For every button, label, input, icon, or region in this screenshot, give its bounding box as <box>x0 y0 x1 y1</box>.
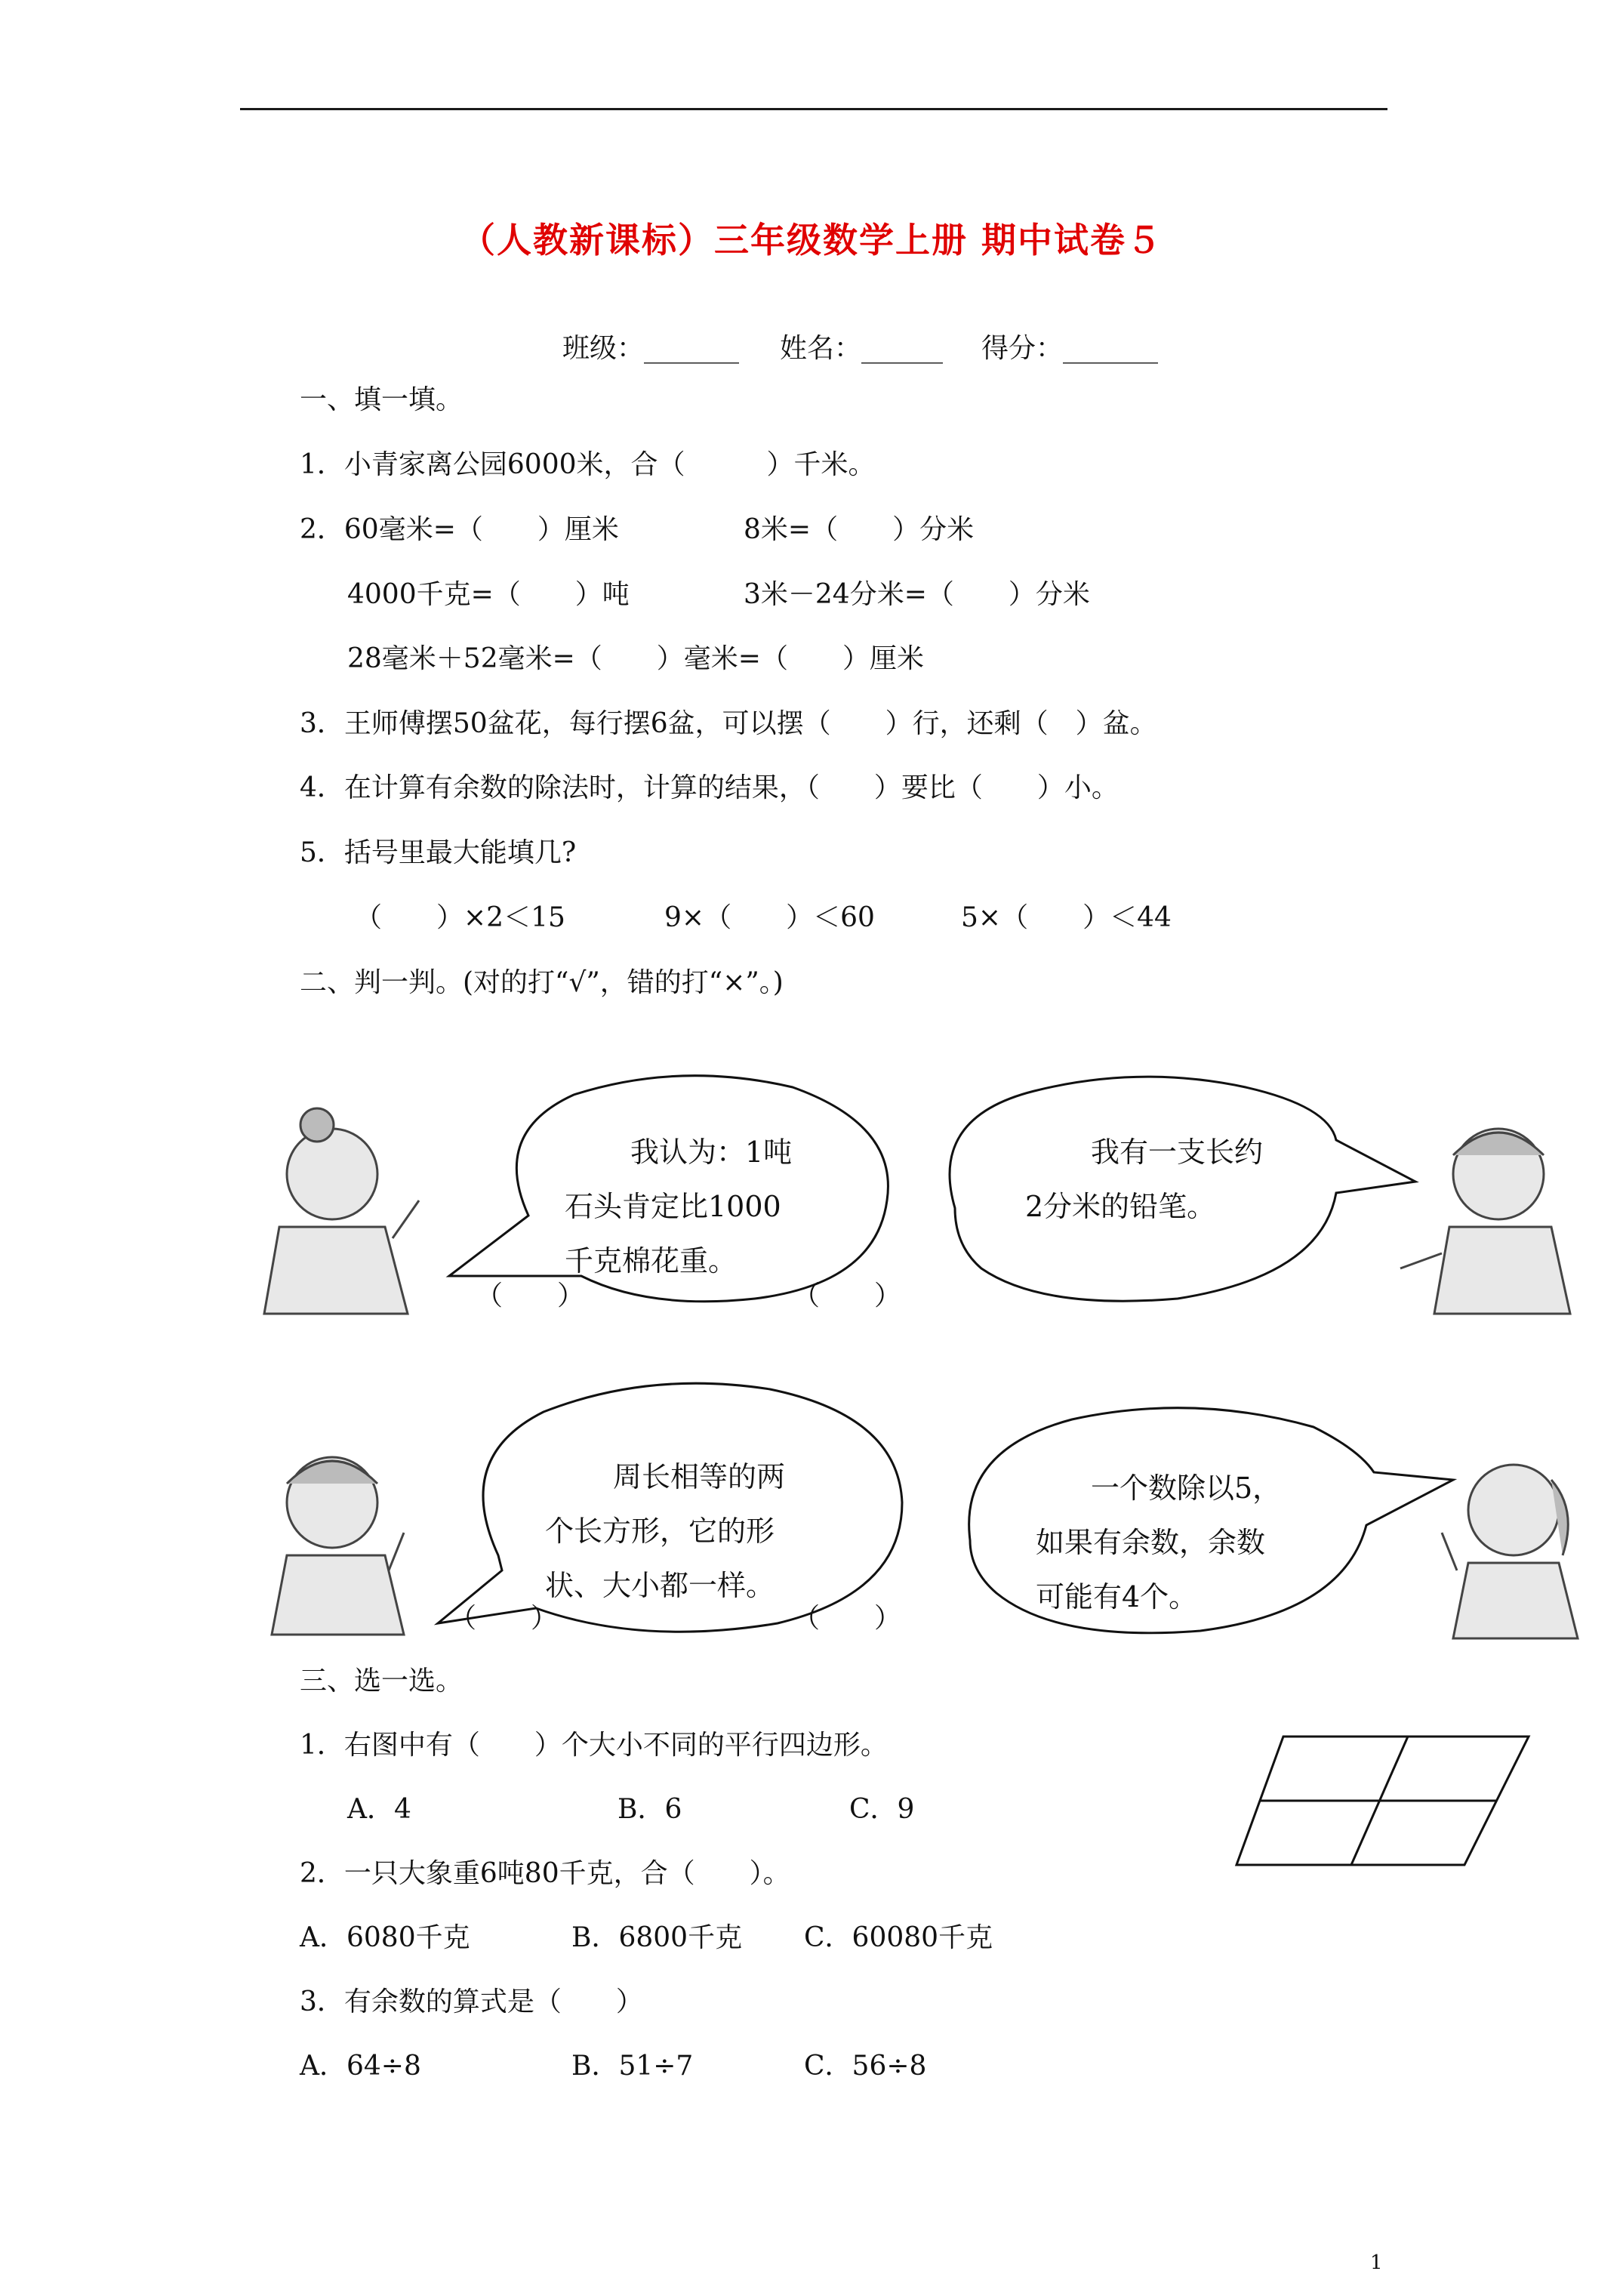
page-title: （人教新课标）三年级数学上册 期中试卷５ <box>460 220 1163 260</box>
bubble4-line1: 一个数除以5， <box>1091 1472 1282 1505</box>
question-1-2a: 2．60毫米=（ ）厘米 <box>300 514 619 545</box>
question-3-2: 2．一只大象重6吨80千克，合（ ）。 <box>300 1858 790 1889</box>
bubble2-line2: 2分米的铅笔。 <box>1025 1190 1216 1223</box>
bubble4-line2: 如果有余数，余数 <box>1036 1526 1266 1559</box>
q3-3-option-c[interactable]: C．56÷8 <box>804 2051 927 2082</box>
q3-1-option-a[interactable]: A．4 <box>347 1794 411 1825</box>
answer-blank-2[interactable]: （ ） <box>793 1281 902 1311</box>
name-field: 姓名：______ <box>780 333 944 364</box>
q3-2-option-c[interactable]: C．60080千克 <box>804 1922 993 1953</box>
question-1-5: 5．括号里最大能填几? <box>300 837 577 868</box>
question-3-1: 1．右图中有（ ）个大小不同的平行四边形。 <box>300 1730 888 1761</box>
question-1-4: 4．在计算有余数的除法时，计算的结果，（ ）要比（ ）小。 <box>300 772 1119 803</box>
question-1-5a: （ ）×2＜15 <box>355 902 565 933</box>
question-1-2d: 3米－24分米=（ ）分米 <box>744 579 1090 610</box>
question-1-5c: 5×（ ）＜44 <box>961 902 1172 933</box>
q3-3-option-b[interactable]: B．51÷7 <box>571 2051 694 2082</box>
q3-2-option-a[interactable]: A．6080千克 <box>300 1922 470 1953</box>
bubble1-line3: 千克棉花重。 <box>565 1244 738 1277</box>
answer-blank-4[interactable]: （ ） <box>793 1603 902 1634</box>
score-field: 得分：_______ <box>981 333 1159 364</box>
section2-heading: 二、判一判。(对的打“√”，错的打“×”。) <box>300 967 784 998</box>
question-1-5b: 9×（ ）＜60 <box>664 902 875 933</box>
parallelogram-figure <box>1236 1737 1529 1865</box>
bubble3-line2: 个长方形，它的形 <box>545 1515 775 1548</box>
q3-1-option-b[interactable]: B．6 <box>617 1794 682 1825</box>
question-1-1: 1．小青家离公园6000米，合（ ）千米。 <box>300 449 876 480</box>
q3-2-option-b[interactable]: B．6800千克 <box>571 1922 743 1953</box>
question-1-2c: 4000千克=（ ）吨 <box>347 579 630 610</box>
answer-blank-1[interactable]: （ ） <box>476 1281 585 1311</box>
question-1-3: 3．王师傅摆50盆花，每行摆6盆，可以摆（ ）行，还剩（ ）盆。 <box>300 708 1157 739</box>
bubble3-line3: 状、大小都一样。 <box>545 1569 775 1602</box>
question-3-3: 3．有余数的算式是（ ） <box>300 1986 643 2017</box>
section3-heading: 三、选一选。 <box>300 1666 463 1697</box>
section1-heading: 一、填一填。 <box>300 384 463 415</box>
bubble2-line1: 我有一支长约 <box>1091 1136 1264 1169</box>
bubble4-line3: 可能有4个。 <box>1036 1580 1198 1613</box>
answer-blank-3[interactable]: （ ） <box>449 1603 559 1634</box>
page-number: 1 <box>1370 2251 1383 2274</box>
bubble1-line2: 石头肯定比1000 <box>565 1190 781 1223</box>
question-1-2e: 28毫米＋52毫米=（ ）毫米=（ ）厘米 <box>347 643 924 674</box>
question-1-2b: 8米=（ ）分米 <box>744 514 975 545</box>
bubble1-line1: 我认为：1吨 <box>630 1136 793 1169</box>
q3-3-option-a[interactable]: A．64÷8 <box>300 2051 421 2082</box>
bubble3-line1: 周长相等的两 <box>613 1460 786 1493</box>
q3-1-option-c[interactable]: C．9 <box>849 1794 915 1825</box>
class-field: 班级：_______ <box>562 333 740 364</box>
